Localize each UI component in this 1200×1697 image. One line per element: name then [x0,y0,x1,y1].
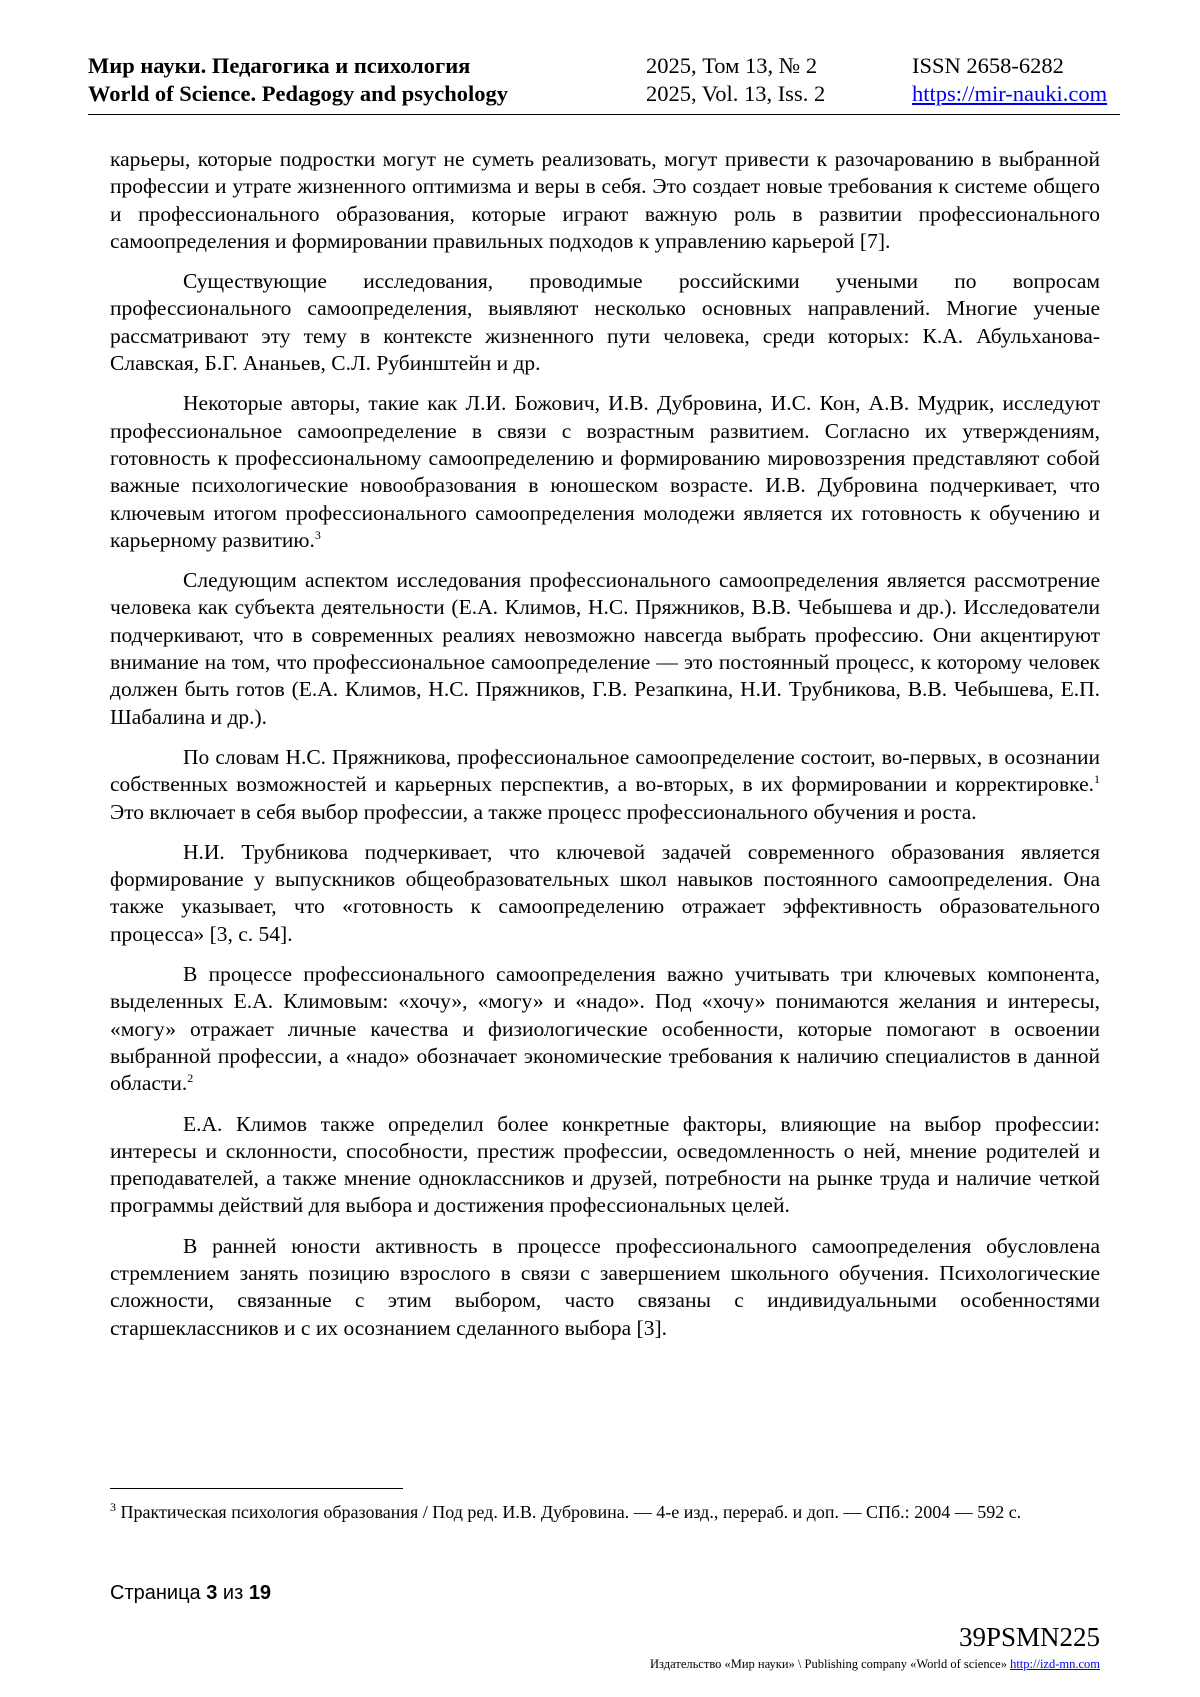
journal-title-en: World of Science. Pedagogy and psychology [88,81,509,106]
page-total: 19 [248,1582,272,1604]
article-code: 39PSMN225 [958,1622,1100,1652]
paragraph: В ранней юности активность в процессе профессионального самоопределения обусловлена стремлением занять позицию взрослого в связи с завершением школьного обучения. Психологические сложности, связанные с этим выбором, часто связаны с индивидуальными особенностями старшеклассников и с их осознанием сделанного выбора [3]. [110,1233,1100,1340]
footnote-ref[interactable]: 3 [314,527,321,542]
issue-ru: 2025, Том 13, № 2 [646,53,818,78]
paragraph: Некоторые авторы, такие как Л.И. Божович, И.В. Дубровина, И.С. Кон, А.В. Мудрик, исследуют профессиональное самоопределение в связи с возрастным развитием. Согласно их утверждениям, готовность к профессиональному самоопределению и формированию мировоззрения представляют собой важные психологические новообразования в юношеском возрасте. И.В. Дубровина подчеркивает, что ключевым итогом профессионального самоопределения молодежи является их готовность к обучению и карьерному развитию.$^3$ [110,391,1100,552]
journal-url-link[interactable]: https://mir-nauki.com [912,81,1108,106]
footnote-divider [110,1488,403,1489]
paragraph: Существующие исследования, проводимые российскими учеными по вопросам профессионального самоопределения, выявляют несколько основных направлений. Многие ученые рассматривают эту тему в контексте жизненного пути человека, среди которых: К.А. Абульханова-Славская, Б.Г. Ананьев, С.Л. Рубинштейн и др. [110,269,1100,376]
paragraph: Н.И. Трубникова подчеркивает, что ключевой задачей современного образования является формирование у выпускников общеобразовательных школ навыков постоянного самоопределения. Она также указывает, что «готовность к самоопределению отражает эффективность образовательного процесса» [3, с. 54]. [110,839,1100,946]
page-current: 3 [206,1582,218,1604]
footnote-text: Практическая психология образования / Под ред. И.В. Дубровина. — 4-е изд., перераб. и доп. — СПб.: 2004 — 592 с. [116,1502,1022,1522]
paragraph: Следующим аспектом исследования профессионального самоопределения является рассмотрение человека как субъекта деятельности (Е.А. Климов, Н.С. Пряжников, В.В. Чебышева и др.). Исследователи подчеркивают, что в современных реалиях невозможно навсегда выбрать профессию. Они акцентируют внимание на том, что профессиональное самоопределение — это постоянный процесс, к которому человек должен быть готов (Е.А. Климов, Н.С. Пряжников, Г.В. Резапкина, Н.И. Трубникова, В.В. Чебышева, Е.П. Шабалина и др.). [110,568,1100,729]
paragraph: Е.А. Климов также определил более конкретные факторы, влияющие на выбор профессии: интересы и склонности, способности, престиж профессии, осведомленность о ней, мнение родителей и преподавателей, а также мнение одноклассников и друзей, потребности на рынке труда и наличие четкой программы действий для выбора и достижения профессиональных целей. [110,1111,1100,1218]
footnote-ref[interactable]: 1 [1094,772,1100,787]
page-number: Страница 3 из 19 [110,1582,272,1604]
issue-info [646,52,825,108]
footnote-marker: 3 [110,1500,116,1514]
paragraph: карьеры, которые подростки могут не суметь реализовать, могут привести к разочарованию в выбранной профессии и утрате жизненного оптимизма и веры в себя. Это создает новые требования к системе общего и профессионального образования, которые играют важную роль в развитии профессионального самоопределения и формировании правильных подходов к управлению карьерой [7]. [110,147,1100,253]
journal-title [88,52,508,108]
running-header [88,52,1120,115]
footnote [110,1500,1100,1524]
publisher-link[interactable]: http://izd-mn.com [1010,1657,1100,1671]
article-body [110,146,1100,1355]
issn-block [912,52,1107,108]
footnote-ref[interactable]: 2 [187,1071,194,1086]
issn: ISSN 2658-6282 [912,53,1064,78]
issue-en: 2025, Vol. 13, Iss. 2 [646,81,826,106]
publisher-line: Издательство «Мир науки» \ Publishing company «World of science» http://izd-mn.com [650,1657,1100,1671]
paragraph: По словам Н.С. Пряжникова, профессиональное самоопределение состоит, во-первых, в осознании собственных возможностей и карьерных перспектив, а во-вторых, в их формировании и корректировке.$^1$ Это включает в себя выбор профессии, а также процесс профессионального обучения и роста. [110,744,1100,824]
paragraph: В процессе профессионального самоопределения важно учитывать три ключевых компонента, выделенных Е.А. Климовым: «хочу», «могу» и «надо». Под «хочу» понимаются желания и интересы, «могу» отражает личные качества и физиологические особенности, которые помогают в освоении выбранной профессии, а «надо» обозначает экономические требования к наличию специалистов в данной области.$^2$ [110,962,1100,1096]
journal-title-ru: Мир науки. Педагогика и психология [88,53,471,78]
